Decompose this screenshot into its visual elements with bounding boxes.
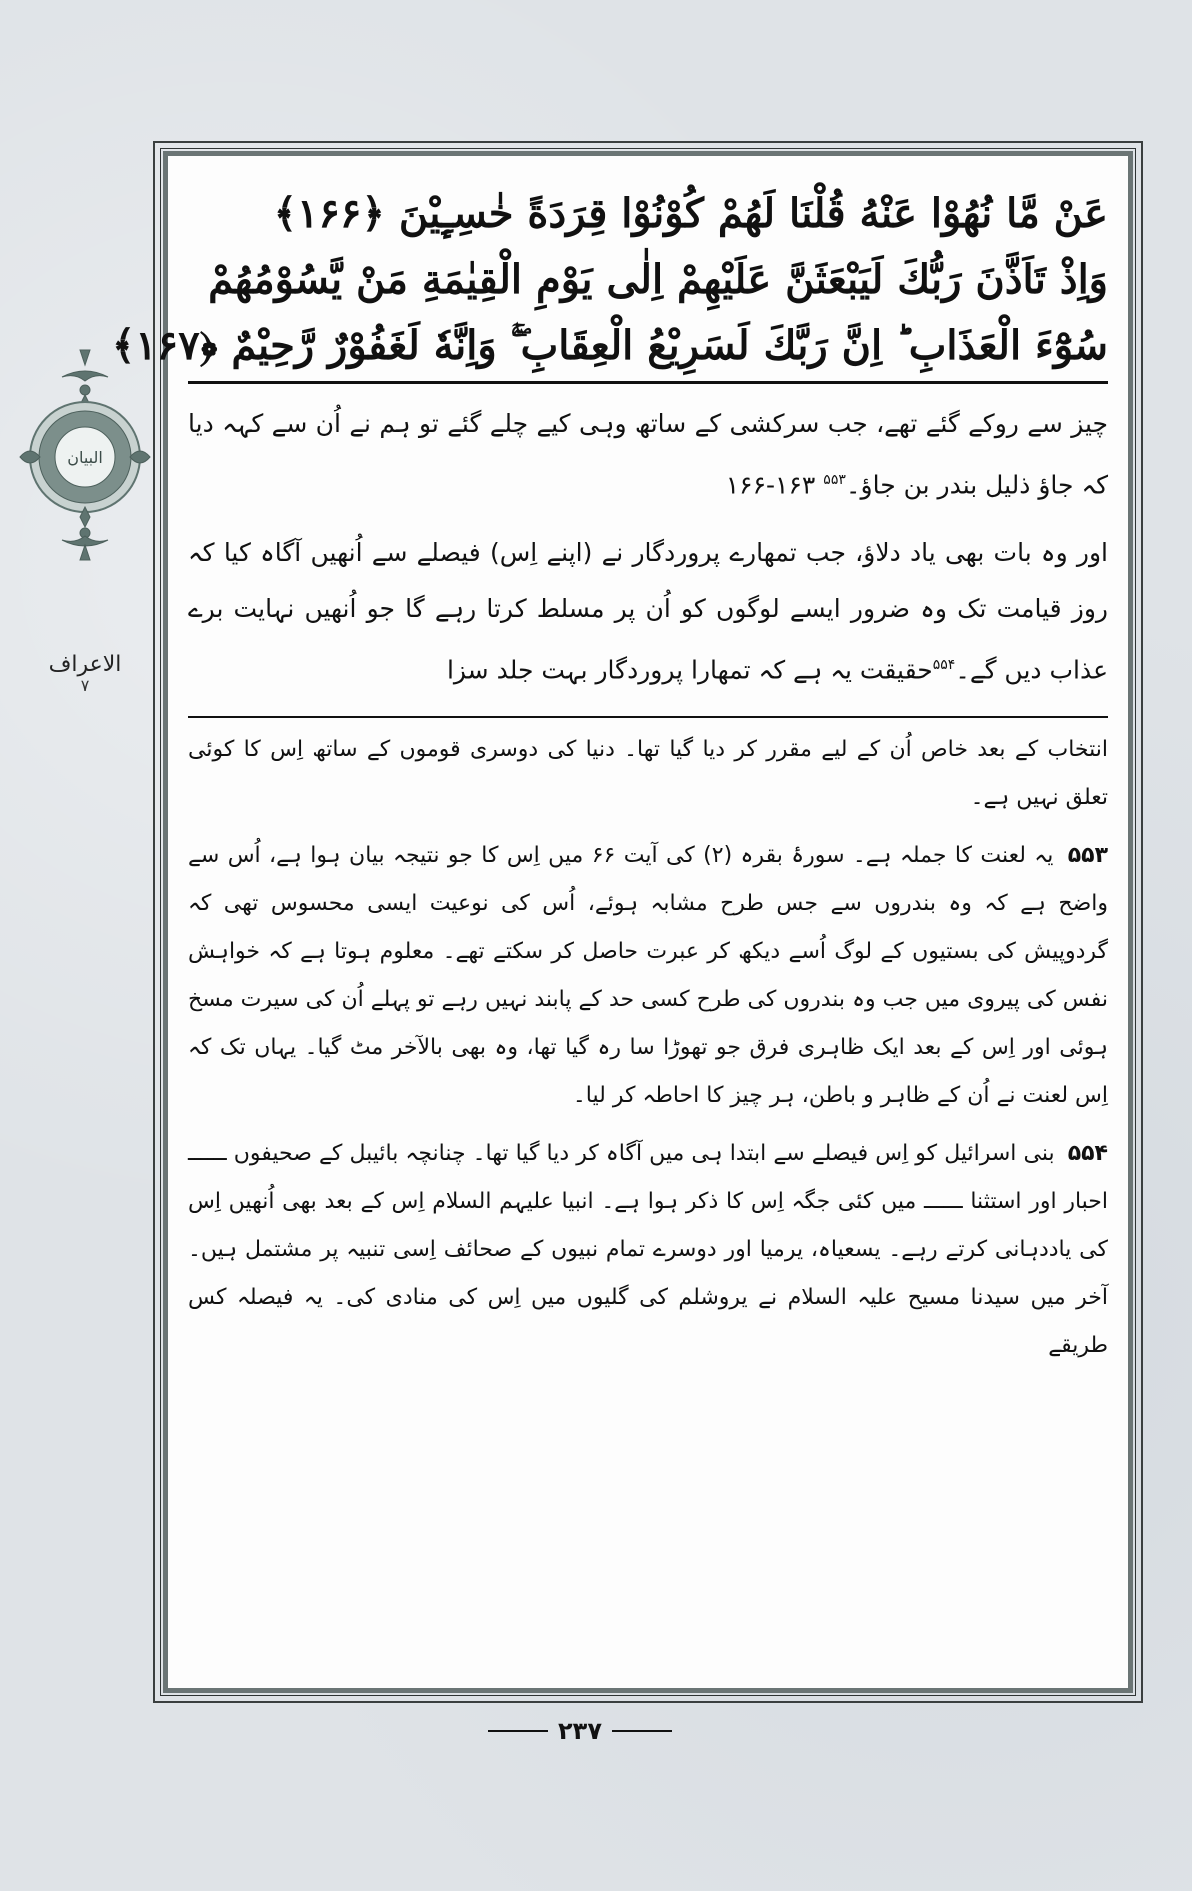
footnote-number: ۵۵۴ xyxy=(1067,1141,1108,1166)
footnote-text: بنی اسرائیل کو اِس فیصلے سے ابتدا ہی میں آگاہ کر دیا گیا تھا۔ چنانچہ بائیبل کے صحیفوں ــــــ احبار اور استثنا ــــــ میں کئی جگہ اِس کا ذکر ہوا ہے۔ انبیا علیہم السلام اِس کے بعد بھی اُنھیں اِس کی یاددہانی کرتے رہے۔ یسعیاہ، یرمیا اور دوسرے تمام نبیوں کے صحائف اِسی تنبیہ پر مشتمل ہیں۔ آخر میں سیدنا مسیح علیہ السلام نے یروشلم کی گلیوں میں اِس کی منادی کی۔ یہ فیصلہ کس طریقے xyxy=(188,1141,1108,1358)
translation-paragraph xyxy=(188,396,1108,513)
footnote-continuation: انتخاب کے بعد خاص اُن کے لیے مقرر کر دیا گیا تھا۔ دنیا کی دوسری قوموں کے ساتھ اِس کا کوئی تعلق نہیں ہے۔ xyxy=(188,737,1108,810)
verse-line: سُوْٓءَ الْعَذَابِ ؕ اِنَّ رَبَّكَ لَسَرِيْعُ الْعِقَابِ ۖۚ وَاِنَّهٗ لَغَفُوْرٌ رَّحِيْمٌ ﴿۱۶۷﴾ xyxy=(111,322,1108,369)
verse-divider xyxy=(188,381,1108,384)
footnote-divider xyxy=(188,716,1108,718)
surah-number: ۷ xyxy=(80,676,90,695)
page-number xyxy=(460,1717,700,1745)
page-number-dash xyxy=(612,1730,672,1732)
footnotes-section xyxy=(188,726,1108,1380)
page-content xyxy=(111,156,1109,1688)
quran-verses xyxy=(111,181,1108,379)
footnote-item xyxy=(188,832,1108,1120)
page-panel xyxy=(111,151,1133,1693)
verse-line: عَنْ مَّا نُهُوْا عَنْهُ قُلْنَا لَهُمْ كُوْنُوْا قِرَدَةً خٰسِـِٕيْنَ ﴿۱۶۶﴾ xyxy=(273,190,1108,237)
svg-text:البیان: البیان xyxy=(67,448,103,467)
footnote-marker[interactable]: ۵۵۳ xyxy=(823,472,846,488)
surah-name-label xyxy=(30,652,140,694)
page-frame xyxy=(111,141,1143,1703)
translation-paragraph xyxy=(188,525,1108,698)
translation-text: حقیقت یہ ہے کہ تمھارا پروردگار بہت جلد سزا xyxy=(446,655,933,685)
footnote-marker[interactable]: ۵۵۴ xyxy=(932,657,956,674)
translation-text: اور وہ بات بھی یاد دلاؤ، جب تمھارے پروردگار نے (اپنے اِس) فیصلے سے اُنھیں آگاہ کیا کہ روز قیامت تک وہ ضرور ایسے لوگوں کو اُن پر مسلط کرتا رہے گا جو اُنھیں نہایت برے عذاب دیں گے۔ xyxy=(188,538,1108,685)
footnote-item xyxy=(188,1130,1108,1370)
verse-range: ۱۶۳-۱۶۶ xyxy=(725,470,816,500)
page-number-value: ۲۳۷ xyxy=(558,1717,602,1745)
footnote-number: ۵۵۳ xyxy=(1067,843,1109,868)
translation-section xyxy=(188,396,1108,711)
surah-name: الاعراف xyxy=(48,652,122,677)
footnote-text: یہ لعنت کا جملہ ہے۔ سورۂ بقرہ (۲) کی آیت ۶۶ میں اِس کا جو نتیجہ بیان ہوا ہے، اُس سے واضح ہے کہ وہ بندروں سے جس طرح مشابہ ہوئے، اُس کی نوعیت ایسی محسوس تھی کہ گردوپیش کی بستیوں کے لوگ اُسے دیکھ کر عبرت حاصل کر سکتے تھے۔ معلوم ہوتا ہے کہ خواہش نفس کی پیروی میں جب وہ بندروں کی طرح کسی حد کے پابند نہیں رہے تو پہلے اُن کی سیرت مسخ ہوئی اور اِس کے بعد ایک ظاہری فرق جو تھوڑا سا رہ گیا تھا، وہ بھی بالآخر مٹ گیا۔ یہاں تک کہ اِس لعنت نے اُن کے ظاہر و باطن، ہر چیز کا احاطہ کر لیا۔ xyxy=(188,843,1108,1108)
page-number-dash xyxy=(488,1730,548,1732)
verse-line: وَاِذْ تَاَذَّنَ رَبُّكَ لَيَبْعَثَنَّ عَلَيْهِمْ اِلٰى يَوْمِ الْقِيٰمَةِ مَنْ يَّسُوْمُهُمْ xyxy=(208,256,1108,303)
translation-text: چیز سے روکے گئے تھے، جب سرکشی کے ساتھ وہی کیے چلے گئے تو ہم نے اُن سے کہہ دیا کہ جاؤ ذلیل بندر بن جاؤ۔ xyxy=(188,409,1108,500)
